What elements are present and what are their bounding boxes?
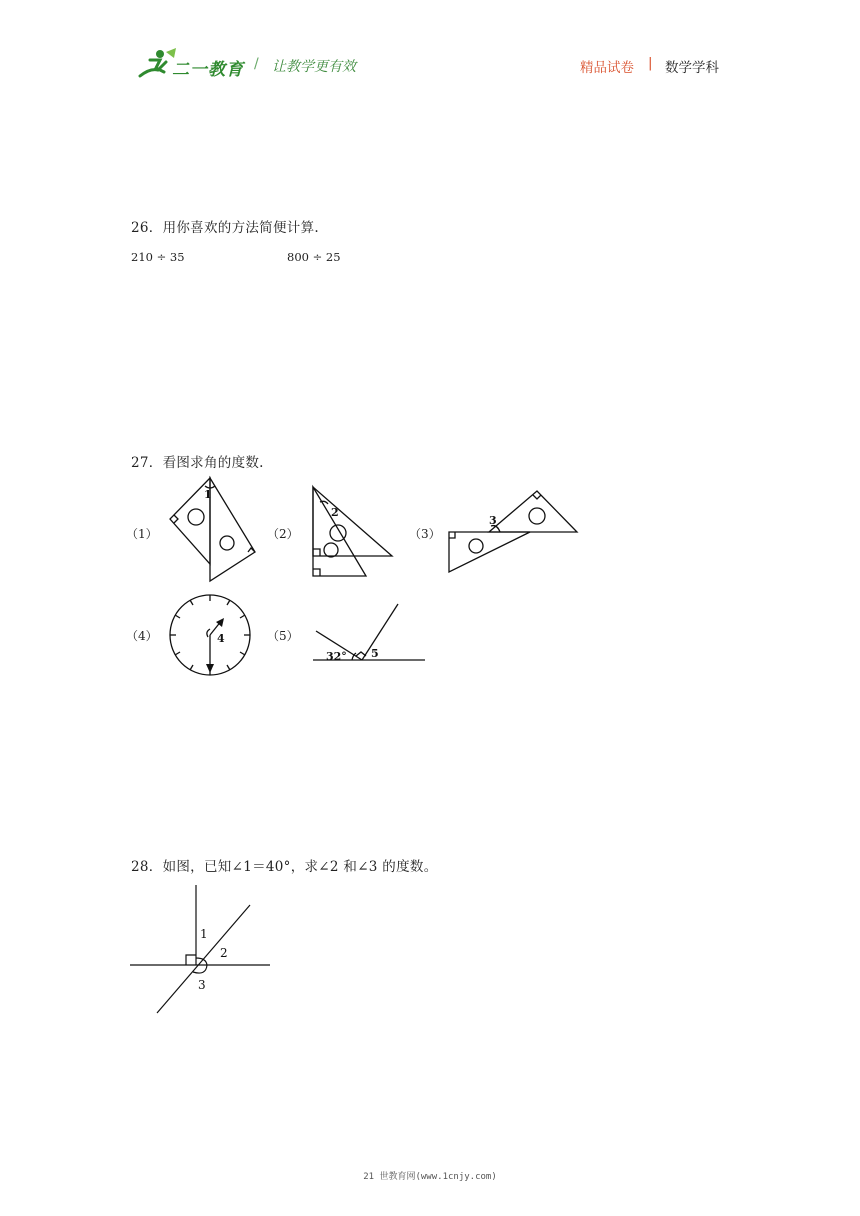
q27-label-1: （1）: [126, 527, 158, 541]
q28-angle-label-3: 3: [198, 978, 206, 992]
q27-label-2: （2）: [267, 527, 299, 541]
given-angle-label: 32°: [326, 650, 347, 663]
angle-label-5: 5: [371, 647, 379, 660]
question-28-title: 28．如图，已知∠1＝40°，求∠2 和∠3 的度数。: [131, 859, 438, 875]
footer-text: 21 世教育网(www.1cnjy.com): [363, 1172, 497, 1182]
angle-label-4: 4: [217, 632, 225, 645]
angle-label-1: 1: [204, 488, 212, 501]
q27-label-3: （3）: [409, 527, 441, 541]
q27-label-4: （4）: [126, 629, 158, 643]
question-26-title: 26．用你喜欢的方法简便计算.: [131, 220, 319, 236]
question-27-title: 27．看图求角的度数.: [131, 455, 264, 471]
q28-angle-label-1: 1: [200, 927, 208, 941]
header-tag-right: 数学学科: [665, 60, 719, 76]
logo-text: 二一教育: [172, 60, 244, 80]
angle-label-2: 2: [331, 506, 339, 519]
question-26-expr-1: 210 ÷ 35: [131, 250, 185, 264]
question-26-expr-2: 800 ÷ 25: [287, 250, 341, 264]
header-tag-separator: |: [648, 55, 653, 71]
header-tag-left: 精品试卷: [580, 60, 634, 76]
q27-label-5: （5）: [267, 629, 299, 643]
header-slogan: 让教学更有效: [272, 59, 356, 75]
angle-label-3: 3: [489, 514, 497, 527]
header-slash: /: [254, 56, 259, 72]
q28-angle-label-2: 2: [220, 946, 228, 960]
